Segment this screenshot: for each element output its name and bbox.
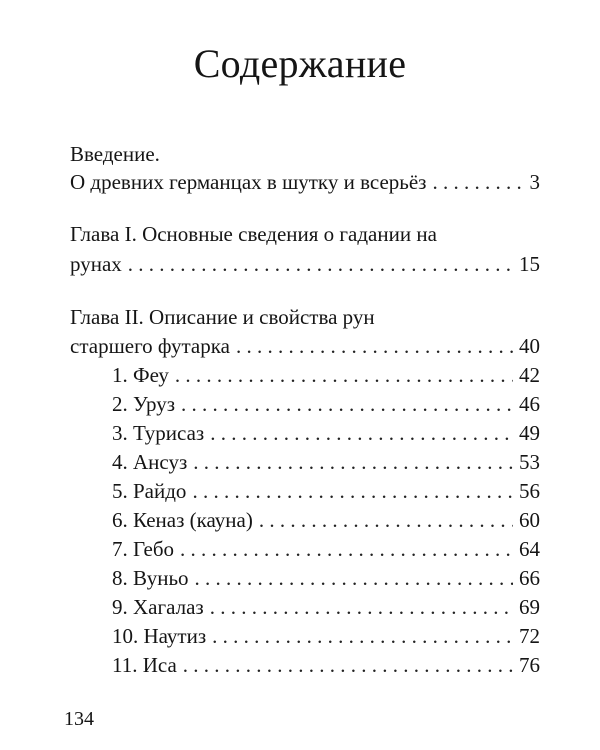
- toc-page-number: 3: [529, 170, 540, 194]
- toc-entry-text: старшего футарка: [70, 334, 230, 358]
- toc-entry-rune: [112, 564, 540, 592]
- toc-page-number: 56: [519, 479, 540, 503]
- toc-entry-chapter-1: [70, 250, 540, 278]
- toc-entry-rune: [112, 651, 540, 679]
- toc-page-number: 42: [519, 363, 540, 387]
- toc-entry-rune: [112, 506, 540, 534]
- toc-entry-rune: [112, 419, 540, 447]
- toc-entry-chapter-2-heading: [70, 303, 540, 331]
- dot-leader: [192, 477, 513, 505]
- dot-leader: [128, 250, 513, 278]
- toc-page-number: 66: [519, 566, 540, 590]
- toc-entry-text: 1. Феу: [112, 363, 169, 387]
- toc-entry-text: 3. Турисаз: [112, 421, 205, 445]
- dot-leader: [183, 651, 513, 679]
- toc-entry-text: 4. Ансуз: [112, 450, 188, 474]
- toc-entry-rune: [112, 361, 540, 389]
- toc-entry-text: 8. Вуньо: [112, 566, 189, 590]
- toc-entry-intro-heading: [70, 140, 540, 168]
- toc-entry-text: 7. Гебо: [112, 537, 175, 561]
- toc-entry-rune: [112, 390, 540, 418]
- toc-page-number: 15: [519, 252, 540, 276]
- toc-entry-rune: [112, 477, 540, 505]
- toc-page-number: 46: [519, 392, 540, 416]
- toc-entry-text: 6. Кеназ (кауна): [112, 508, 253, 532]
- dot-leader: [212, 622, 513, 650]
- dot-leader: [236, 332, 513, 360]
- toc-entry-rune: [112, 448, 540, 476]
- toc-entry-text: Введение.: [70, 142, 160, 166]
- toc-page-number: 64: [519, 537, 540, 561]
- toc-entry-rune: [112, 622, 540, 650]
- dot-leader: [259, 506, 513, 534]
- toc-entry-text: 2. Уруз: [112, 392, 176, 416]
- dot-leader: [432, 168, 523, 196]
- toc-entry-text: 9. Хагалаз: [112, 595, 204, 619]
- dot-leader: [210, 593, 513, 621]
- toc-entry-chapter-1-heading: [70, 220, 540, 248]
- toc-entry-chapter-2: [70, 332, 540, 360]
- toc-entry-rune: [112, 535, 540, 563]
- toc-page-number: 60: [519, 508, 540, 532]
- toc-page-number: 40: [519, 334, 540, 358]
- toc-entry-rune: [112, 593, 540, 621]
- toc-page-number: 53: [519, 450, 540, 474]
- toc-entry-text: О древних германцах в шутку и всерьёз: [70, 170, 427, 194]
- dot-leader: [195, 564, 513, 592]
- toc-entry-text: Глава I. Основные сведения о гадании на: [70, 222, 437, 246]
- dot-leader: [175, 361, 513, 389]
- dot-leader: [210, 419, 513, 447]
- dot-leader: [180, 535, 513, 563]
- toc-entry-text: 5. Райдо: [112, 479, 187, 503]
- toc-page-number: 69: [519, 595, 540, 619]
- toc-entry-text: Глава II. Описание и свойства рун: [70, 305, 375, 329]
- dot-leader: [181, 390, 513, 418]
- toc-page-number: 76: [519, 653, 540, 677]
- page-number-footer: 134: [64, 708, 94, 730]
- dot-leader: [193, 448, 513, 476]
- toc-entry-text: 10. Наутиз: [112, 624, 207, 648]
- toc-entry-text: рунах: [70, 252, 122, 276]
- page-title: Содержание: [193, 41, 407, 86]
- toc-entry-text: 11. Иса: [112, 653, 177, 677]
- toc-page-number: 72: [519, 624, 540, 648]
- toc-page-number: 49: [519, 421, 540, 445]
- toc-entry-intro: [70, 168, 540, 196]
